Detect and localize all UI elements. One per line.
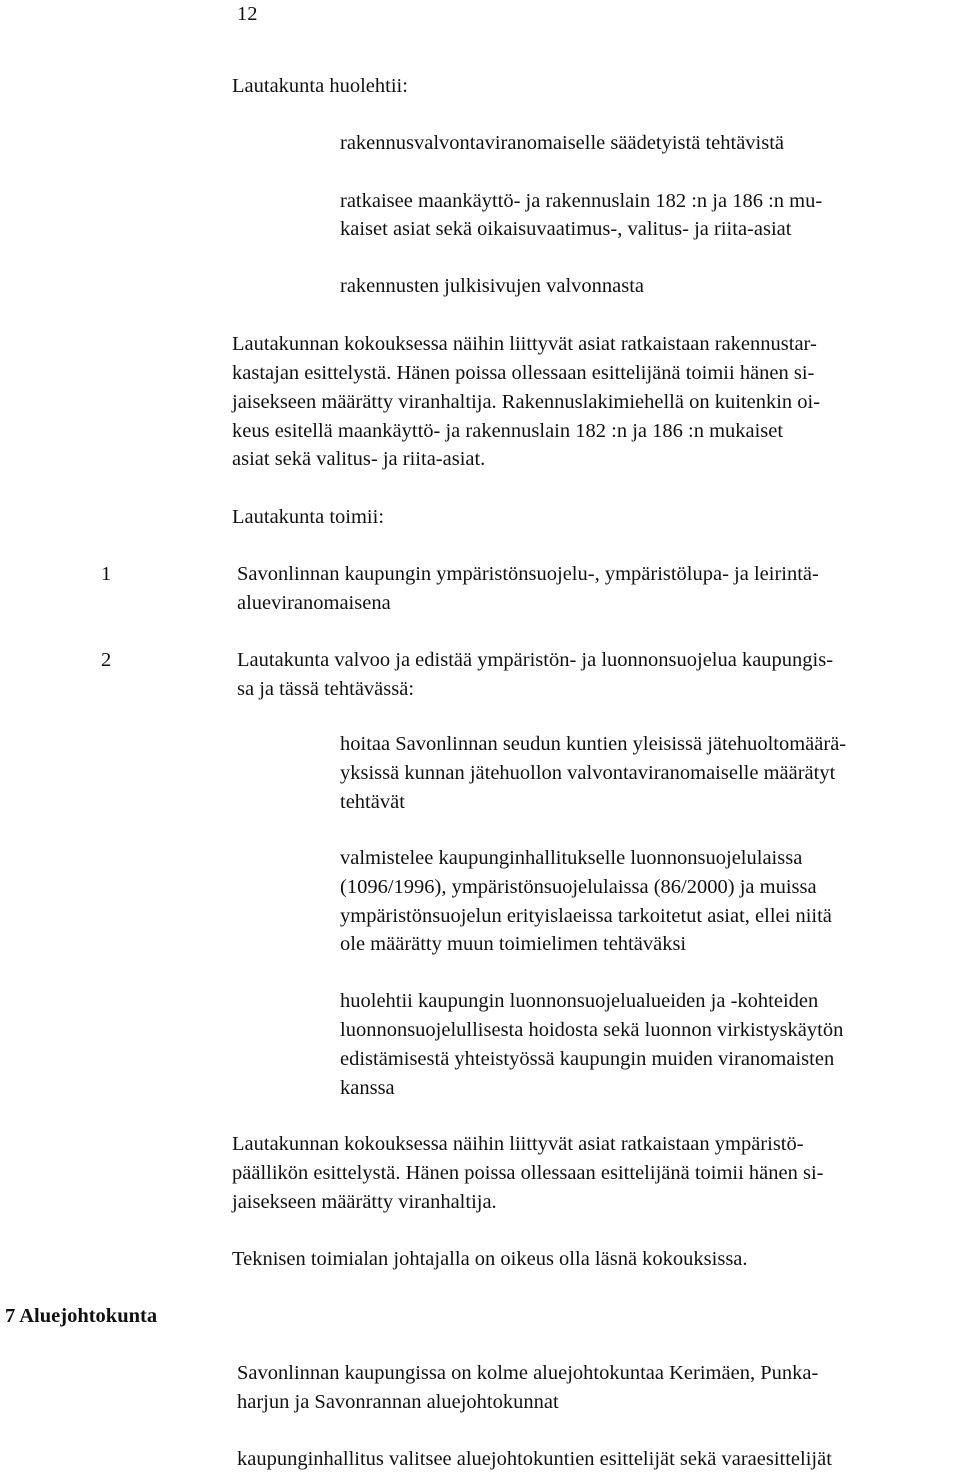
- paragraph-line: jaisekseen määrätty viranhaltija.: [232, 1191, 497, 1213]
- list-item-continued: luonnonsuojelullisesta hoidosta sekä luonnon virkistyskäytön: [340, 1019, 844, 1041]
- paragraph-board-presenters: kaupunginhallitus valitsee aluejohtokuntien esittelijät sekä varaesittelijät: [237, 1448, 832, 1470]
- paragraph-line: harjun ja Savonrannan aluejohtokunnat: [237, 1391, 559, 1413]
- list-item: rakennusvalvontaviranomaiselle säädetyistä tehtävistä: [340, 132, 785, 154]
- list-item-continued: ole määrätty muun toimielimen tehtäväksi: [340, 933, 687, 955]
- list-item: ratkaisee maankäyttö- ja rakennuslain 182 :n ja 186 :n mu-: [340, 190, 823, 212]
- list-item: huolehtii kaupungin luonnonsuojelualueiden ja -kohteiden: [340, 990, 819, 1012]
- paragraph-line: keus esitellä maankäyttö- ja rakennuslain 182 :n ja 186 :n mukaiset: [232, 420, 784, 442]
- list-item-continued: (1096/1996), ympäristönsuojelulaissa (86/2000) ja muissa: [340, 876, 817, 898]
- list-item-continued: kanssa: [340, 1077, 395, 1099]
- list-item: rakennusten julkisivujen valvonnasta: [340, 275, 645, 297]
- item-number: 1: [101, 563, 112, 585]
- item-text-continued: alueviranomaisena: [237, 592, 391, 614]
- heading-lautakunta-toimii: Lautakunta toimii:: [232, 506, 385, 528]
- list-item-continued: tehtävät: [340, 791, 405, 813]
- paragraph-line: asiat sekä valitus- ja riita-asiat.: [232, 448, 486, 470]
- list-item-continued: edistämisestä yhteistyössä kaupungin muiden viranomaisten: [340, 1048, 835, 1070]
- item-text-continued: sa ja tässä tehtävässä:: [237, 678, 415, 700]
- paragraph-line: jaisekseen määrätty viranhaltija. Rakennuslakimiehellä on kuitenkin oi-: [232, 391, 821, 413]
- paragraph-director-right: Teknisen toimialan johtajalla on oikeus olla läsnä kokouksissa.: [232, 1248, 748, 1270]
- paragraph-line: Lautakunnan kokouksessa näihin liittyvät asiat ratkaistaan rakennustar-: [232, 333, 817, 355]
- paragraph-line: Lautakunnan kokouksessa näihin liittyvät asiat ratkaistaan ympäristö-: [232, 1133, 804, 1155]
- item-number: 2: [101, 649, 112, 671]
- item-text: Lautakunta valvoo ja edistää ympäristön- ja luonnonsuojelua kaupungis-: [237, 649, 834, 671]
- list-item-continued: ympäristönsuojelun erityislaeissa tarkoitetut asiat, ellei niitä: [340, 905, 832, 927]
- list-item-continued: kaiset asiat sekä oikaisuvaatimus-, valitus- ja riita-asiat: [340, 218, 792, 240]
- page-number: 12: [237, 3, 258, 25]
- paragraph-line: Savonlinnan kaupungissa on kolme aluejohtokuntaa Kerimäen, Punka-: [237, 1362, 819, 1384]
- list-item: hoitaa Savonlinnan seudun kuntien yleisissä jätehuoltomäärä-: [340, 733, 847, 755]
- list-item-continued: yksissä kunnan jätehuollon valvontaviranomaiselle määrätyt: [340, 762, 836, 784]
- paragraph-line: päällikön esittelystä. Hänen poissa ollessaan esittelijänä toimii hänen si-: [232, 1162, 824, 1184]
- list-item: valmistelee kaupunginhallitukselle luonnonsuojelulaissa: [340, 847, 803, 869]
- heading-lautakunta-huolehtii: Lautakunta huolehtii:: [232, 75, 408, 97]
- item-text: Savonlinnan kaupungin ympäristönsuojelu-, ympäristölupa- ja leirintä-: [237, 563, 819, 585]
- paragraph-line: kastajan esittelystä. Hänen poissa ollessaan esittelijänä toimii hänen si-: [232, 362, 815, 384]
- section-heading: 7 Aluejohtokunta: [5, 1305, 158, 1327]
